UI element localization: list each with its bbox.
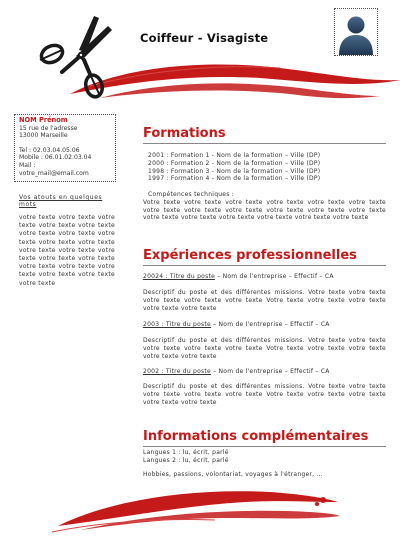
- experience-item: [143, 321, 386, 329]
- competences-block: [143, 191, 386, 222]
- contact-name: NOM Prénom: [19, 116, 68, 124]
- experience-date-poste: 2002 : Titre du poste: [143, 368, 211, 375]
- competences-text: Votre texte votre texte votre texte votre texte votre texte votre texte votre texte votre texte votre texte votre texte votre texte votre texte votre texte votre texte votre texte votre texte votre texte votre texte: [143, 198, 386, 222]
- formation-item: 1998 : Formation 3 - Nom de la formation – Ville (DP): [148, 167, 321, 175]
- formation-item: 1997 : Formation 4 - Nom de la formation – Ville (DP): [148, 175, 321, 183]
- experience-description: Descriptif du poste et des différentes missions. Votre texte votre texte votre texte votre texte votre texte Votre texte votre texte votre texte votre texte votre texte: [143, 289, 386, 312]
- formation-item: 2001 : Formation 1 - Nom de la formation – Ville (DP): [148, 152, 321, 159]
- experience-company: – Nom de l'entreprise – Effectif – CA: [215, 273, 334, 280]
- person-silhouette-icon: [335, 9, 377, 55]
- section-rule: [143, 265, 386, 266]
- experience-description: Descriptif du poste et des différentes missions. Votre texte votre texte votre texte votre texte votre texte Votre texte votre texte votre texte votre texte votre texte: [143, 337, 386, 360]
- contact-mail: votre_mail@email.com: [19, 169, 89, 177]
- langue-2: Langues 2 : lu, écrit, parlé: [143, 456, 229, 464]
- hobbies: Hobbies, passions, volontariat, voyages à l'étranger, …: [143, 470, 323, 478]
- experience-company: – Nom de l'entreprise – Effectif – CA: [210, 368, 330, 375]
- experience-item: [143, 273, 386, 281]
- atouts-heading: Vos atouts en quelques mots: [19, 194, 103, 209]
- langue-1: Langues 1 : lu, écrit, parlé: [143, 449, 229, 456]
- job-title: Coiffeur - Visagiste: [140, 31, 269, 45]
- section-title-experiences: Expériences professionnelles: [143, 248, 357, 263]
- section-rule: [143, 143, 386, 144]
- section-title-formations: Formations: [143, 126, 226, 141]
- photo-placeholder: [334, 8, 378, 56]
- experience-company: – Nom de l'entreprise – Effectif – CA: [210, 321, 330, 328]
- atouts-text: votre texte votre texte votre texte votre texte votre texte votre texte votre texte votre texte votre texte votre texte votre texte votre texte votre texte votre texte votre texte votre texte votre texte votre texte votre texte votre texte votre texte: [19, 214, 115, 287]
- experience-date-poste: 2003 : Titre du poste: [143, 321, 211, 328]
- experience-item: [143, 368, 386, 376]
- scissors-icon: [32, 10, 122, 102]
- informations-block: [143, 449, 386, 478]
- section-rule: [143, 446, 386, 447]
- contact-tel: Tel : 02.03.04.05.06: [19, 146, 80, 154]
- contact-box: [14, 114, 116, 182]
- experience-date-poste: 20024 : Titre du poste: [143, 273, 216, 280]
- red-swoosh-bottom: [40, 478, 360, 536]
- formations-list: [143, 152, 386, 183]
- formation-item: 2000 : Formation 2 - Nom de la formation – Ville (DP): [148, 159, 321, 167]
- section-title-informations: Informations complémentaires: [143, 429, 369, 444]
- contact-street: 15 rue de l'adresse: [19, 124, 78, 132]
- competences-label: Compétences techniques :: [148, 191, 235, 198]
- contact-mobile: Mobile : 06.01.02.03.04: [19, 154, 92, 162]
- contact-mail-label: Mail :: [19, 161, 36, 169]
- experience-description: Descriptif du poste et des différentes missions. Votre texte votre texte votre texte votre texte votre texte Votre texte votre texte votre texte votre texte votre texte: [143, 383, 386, 406]
- contact-city: 13000 Marseille: [19, 132, 68, 140]
